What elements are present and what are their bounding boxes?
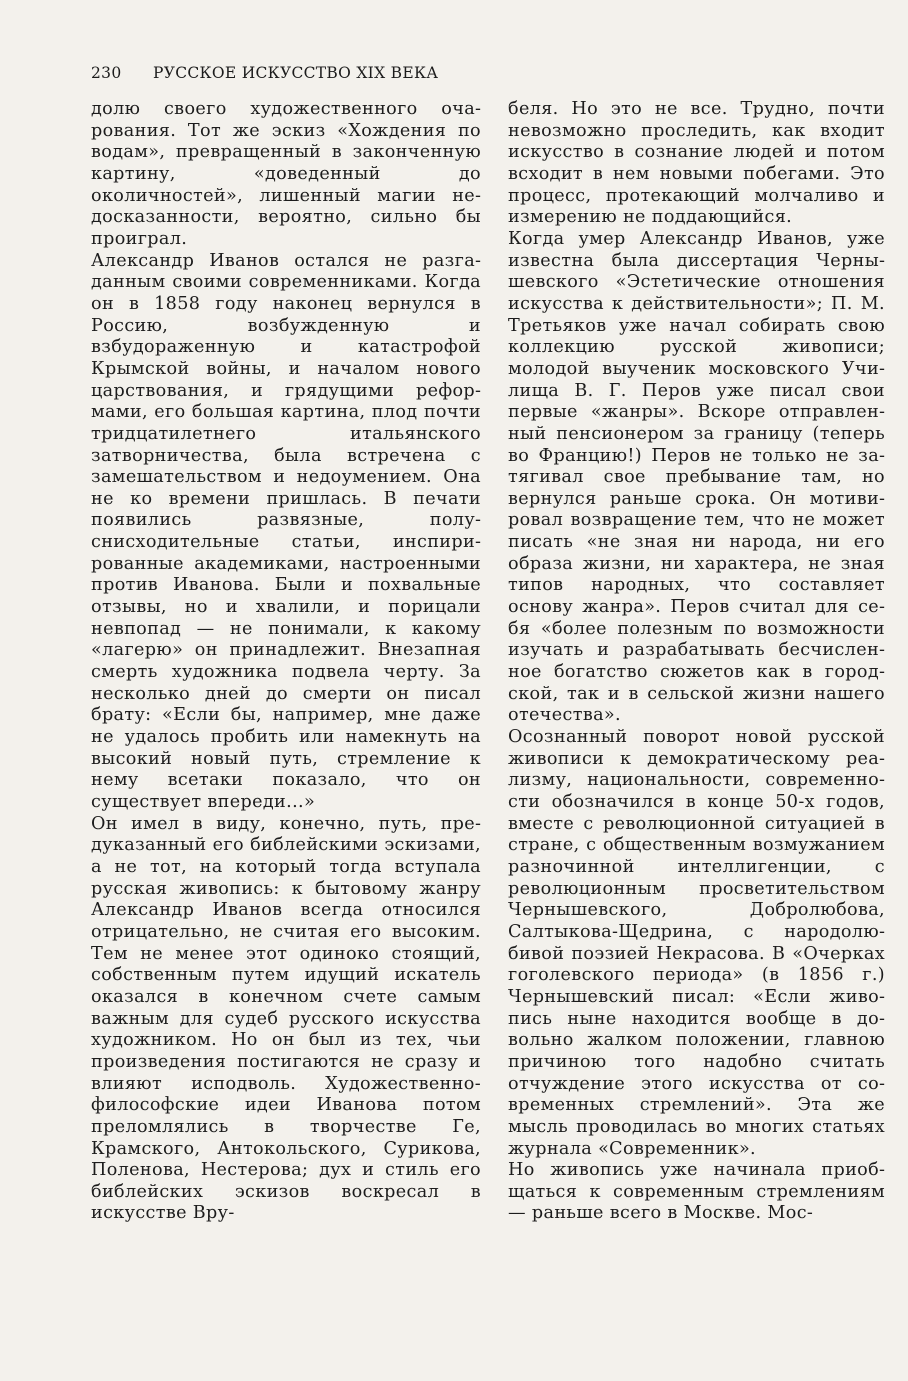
paragraph: Он имел в виду, конечно, путь, предуказанный его библейскими эскизами, а не тот, на который тогда вступала русская живопись: к бытовому жанру Александр Иванов всегда относился отрицательно, не считая его высоким. Тем не менее этот одиноко стоящий, собственным путем идущий искатель оказался в конечном счете самым важным для судеб русского искусства художником. Но он был из тех, чьи произведения постигаются не сразу и влияют исподволь. Художественно-философские идеи Иванова потом преломлялись в творчестве Ге, Крамского, Антокольского, Сурикова, Поленова, Нестерова; дух и стиль его библейских эскизов воскресал в искусстве Вру- [91, 813, 481, 1224]
paragraph: долю своего художественного очарования. Тот же эскиз «Хождения по водам», превращенный в законченную картину, «доведенный до околичностей», лишенный магии недосказанности, вероятно, сильно бы проиграл. [91, 99, 481, 249]
running-title: РУССКОЕ ИСКУССТВО XIX ВЕКА [153, 64, 439, 82]
page-number: 230 [91, 64, 122, 82]
text-column-right [508, 99, 885, 1225]
running-header [91, 64, 811, 82]
paragraph: Но живопись уже начинала приобщаться к современным стремлениям — раньше всего в Москве. Мос- [508, 1160, 885, 1224]
paragraph: беля. Но это не все. Трудно, почти невозможно проследить, как входит искусство в сознание людей и потом всходит в нем новыми побегами. Это процесс, протекающий молчаливо и измерению не поддающийся. [508, 99, 885, 228]
paragraph: Осознанный поворот новой русской живописи к демократическому реализму, национальности, современности обозначился в конце 50-х годов, вместе с революционной ситуацией в стране, с общественным возмужанием разночинной интеллигенции, с революционным просветительством Чернышевского, Добролюбова, Салтыкова-Щедрина, с народолюбивой поэзией Некрасова. В «Очерках гоголевского периода» (в 1856 г.) Чернышевский писал: «Если живопись ныне находится вообще в довольно жалком положении, главною причиною того надобно считать отчуждение этого искусства от современных стремлений». Эта же мысль проводилась во многих статьях журнала «Современник». [508, 727, 885, 1159]
paragraph: Александр Иванов остался не разгаданным своими современниками. Когда он в 1858 году наконец вернулся в Россию, возбужденную и взбудораженную и катастрофой Крымской войны, и началом нового царствования, и грядущими реформами, его большая картина, плод почти тридцатилетнего итальянского затворничества, была встречена с замешательством и недоумением. Она не ко времени пришлась. В печати появились развязные, полуснисходительные статьи, инспирированные академиками, настроенными против Иванова. Были и похвальные отзывы, но и хвалили, и порицали невпопад — не понимали, к какому «лагерю» он принадлежит. Внезапная смерть художника подвела черту. За несколько дней до смерти он писал брату: «Если бы, например, мне даже не удалось пробить или намекнуть на высокий новый путь, стремление к нему всетаки показало, что он существует впереди...» [91, 250, 481, 812]
text-column-left [91, 99, 481, 1225]
paragraph: Когда умер Александр Иванов, уже известна была диссертация Чернышевского «Эстетические отношения искусства к действительности»; П. М. Третьяков уже начал собирать свою коллекцию русской живописи; молодой выученик московского Училища В. Г. Перов уже писал свои первые «жанры». Вскоре отправленный пенсионером за границу (теперь во Францию!) Перов не только не затягивал свое пребывание там, но вернулся раньше срока. Он мотивировал возвращение тем, что не может писать «не зная ни народа, ни его образа жизни, ни характера, не зная типов народных, что составляет основу жанра». Перов считал для себя «более полезным по возможности изучать и разрабатывать бесчисленное богатство сюжетов как в городской, так и в сельской жизни нашего отечества». [508, 228, 885, 726]
